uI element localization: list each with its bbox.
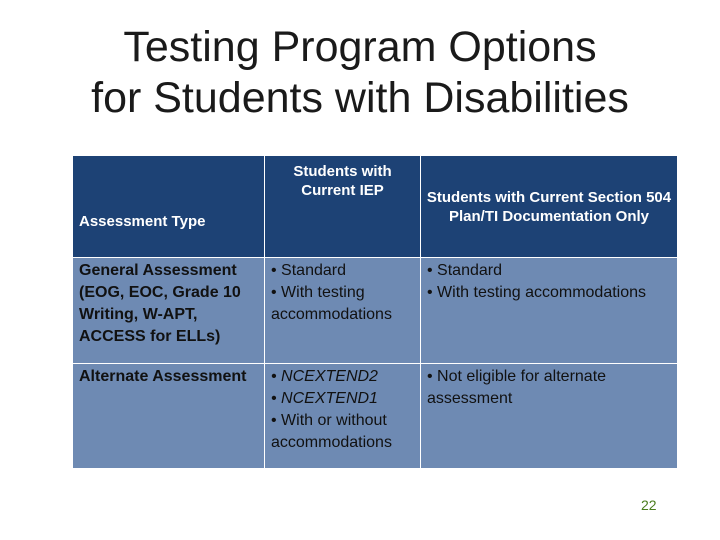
iep-options-cell	[265, 364, 421, 469]
page-number: 22	[641, 497, 657, 513]
header-section-504: Students with Current Section 504 Plan/TI Documentation Only	[421, 156, 678, 258]
testing-options-table	[72, 155, 678, 469]
list-item: • Standard	[271, 262, 346, 279]
title-line-2: for Students with Disabilities	[91, 74, 629, 122]
table-row	[73, 258, 678, 364]
section-504-options-cell	[421, 364, 678, 469]
section-504-options-cell	[421, 258, 678, 364]
header-assessment-type: Assessment Type	[73, 156, 265, 258]
list-item: • With testing accommodations	[427, 284, 647, 301]
table-row	[73, 364, 678, 469]
list-item: • NCEXTEND1	[271, 390, 378, 407]
assessment-type-cell: General Assessment (EOG, EOC, Grade 10 Writing, W-APT, ACCESS for ELLs)	[73, 258, 265, 364]
list-item: • NCEXTEND2	[271, 368, 378, 385]
list-item: • Not eligible for alternate assessment	[427, 368, 607, 407]
list-item: • With or without accommodations	[271, 412, 392, 451]
header-current-iep: Students with Current IEP	[265, 156, 421, 258]
slide-title	[0, 22, 720, 124]
iep-options-cell	[265, 258, 421, 364]
title-line-1: Testing Program Options	[123, 23, 597, 71]
list-item: • Standard	[427, 262, 502, 279]
list-item: • With testing accommodations	[271, 284, 392, 323]
table-header-row	[73, 156, 678, 258]
assessment-type-cell: Alternate Assessment	[73, 364, 265, 469]
